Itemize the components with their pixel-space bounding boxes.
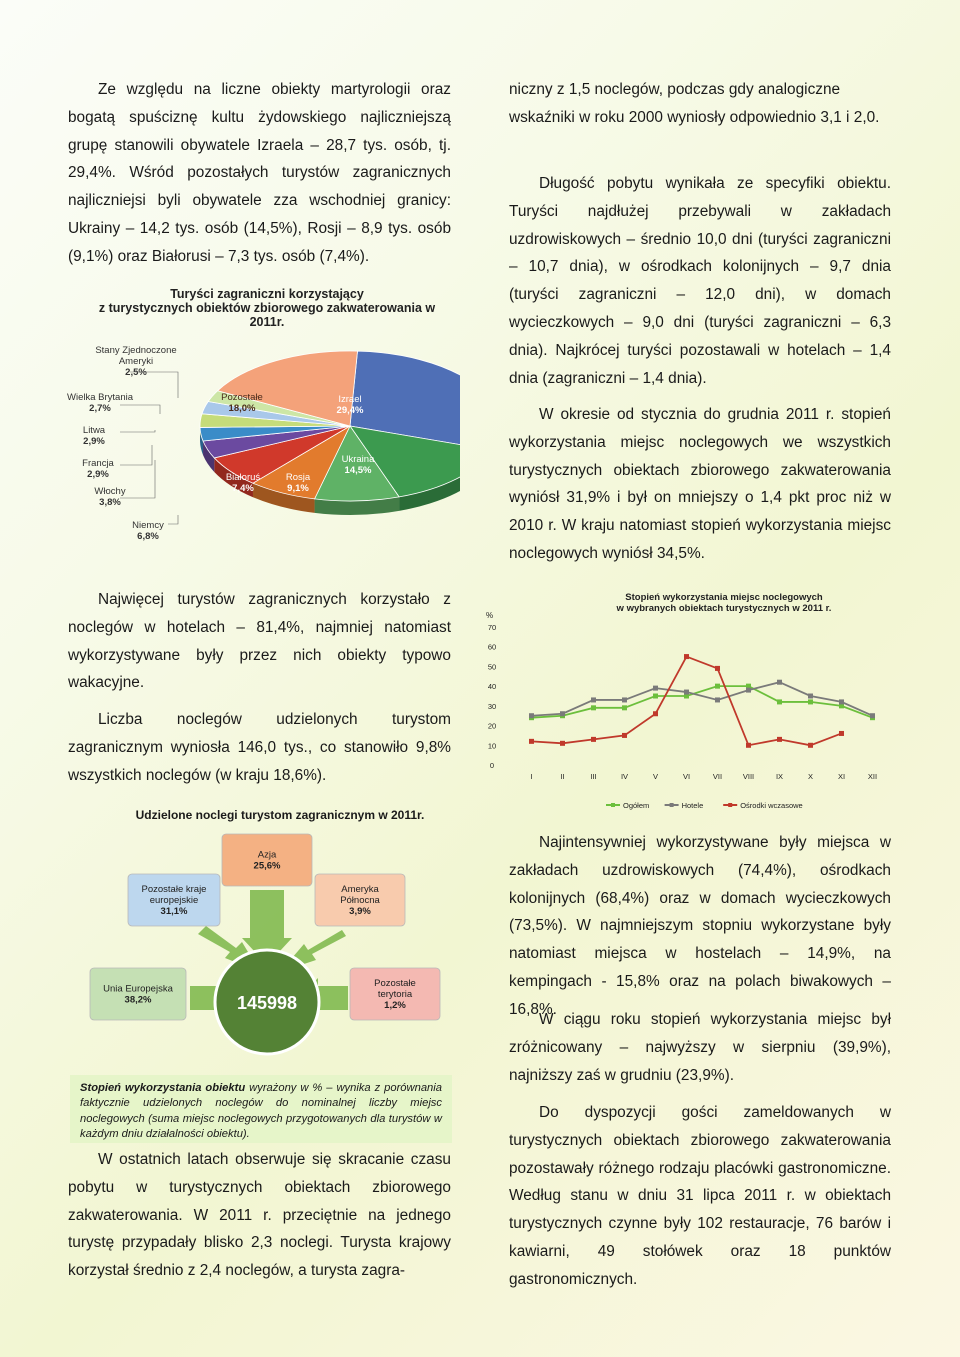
paragraph-zroznicowanie: W ciągu roku stopień wykorzystania miejsc był zróżnicowany – najwyższy w sierpniu (39,9%), najniższy zaś w grudniu (23,9%). bbox=[509, 1011, 891, 1084]
series-line-ośrodki-wczasowe bbox=[532, 657, 842, 746]
data-point bbox=[777, 680, 782, 685]
pie-leader-line bbox=[120, 430, 155, 432]
pie-leader-line bbox=[120, 405, 160, 414]
y-tick-label: 40 bbox=[487, 682, 497, 692]
y-tick-label: 10 bbox=[487, 741, 497, 751]
line-chart-ylabel: % bbox=[486, 611, 494, 620]
pie-label: Niemcy 6,8% bbox=[132, 520, 164, 542]
data-point bbox=[870, 713, 875, 718]
paragraph-liczba-noclegow: Liczba noclegów udzielonych turystom zagranicznym wyniosła 146,0 tys., co stanowiło 9,8% wszystkich noclegów (w kraju 18,6%). bbox=[68, 711, 451, 784]
x-tick-label: III bbox=[590, 772, 597, 781]
y-tick-label: 0 bbox=[489, 761, 495, 770]
y-tick-label: 70 bbox=[487, 623, 497, 632]
data-point bbox=[808, 694, 813, 699]
pie-label: Włochy 3,8% bbox=[94, 486, 126, 508]
data-point bbox=[529, 713, 534, 718]
legend-marker bbox=[728, 803, 732, 807]
data-point bbox=[684, 690, 689, 695]
line-chart-title-line1: Stopień wykorzystania miejsc noclegowych bbox=[625, 592, 823, 603]
pie-label: Stany Zjednoczone Ameryki 2,5% bbox=[95, 345, 177, 378]
diagram-center-value: 145998 bbox=[236, 993, 298, 1013]
diagram-node-label: Ameryka Północna 3,9% bbox=[340, 884, 380, 917]
x-tick-label: VIII bbox=[742, 772, 755, 781]
x-tick-label: XII bbox=[867, 772, 878, 781]
data-point bbox=[684, 654, 689, 659]
data-point bbox=[622, 697, 627, 702]
legend-label: Hotele bbox=[681, 801, 704, 810]
data-point bbox=[839, 699, 844, 704]
pie-label: Wielka Brytania 2,7% bbox=[67, 392, 133, 414]
pie-label: Białoruś 7,4% bbox=[225, 472, 261, 494]
x-tick-label: II bbox=[560, 772, 565, 781]
x-tick-label: V bbox=[652, 772, 659, 781]
data-point bbox=[560, 741, 565, 746]
diagram-node-label: Pozostałe kraje europejskie 31,1% bbox=[141, 884, 207, 917]
x-tick-label: X bbox=[807, 772, 814, 781]
pie-leader-line bbox=[168, 515, 178, 524]
data-point bbox=[746, 688, 751, 693]
paragraph-wskazniki: niczny z 1,5 noclegów, podczas gdy analogiczne wskaźniki w roku 2000 wyniosły odpowiednio 3,1 i 2,0. bbox=[509, 81, 880, 126]
paragraph-hotele: Najwięcej turystów zagranicznych korzystało z noclegów w hotelach – 81,4%, najmniej natomiast wykorzystywane były przez nich obiekty typowo wakacyjne. bbox=[68, 591, 451, 692]
paragraph-najintensywniej: Najintensywniej wykorzystywane były miejsca w zakładach uzdrowiskowych (74,4%), ośrodkach kolonijnych (68,4%) oraz w domach wycieczkowych (73,5%). W najmniejszym stopniu wykorzystane były natomiast miejsca w hostelach – 14,9%, na kempingach - 15,8% oraz na polach biwakowych – 16,8%. bbox=[509, 834, 891, 1018]
legend-marker bbox=[670, 803, 674, 807]
data-point bbox=[715, 697, 720, 702]
line-chart bbox=[478, 585, 898, 817]
legend-label: Ośrodki wczasowe bbox=[740, 801, 803, 810]
data-point bbox=[715, 666, 720, 671]
diagram-node-label: Azja 25,6% bbox=[253, 849, 281, 872]
diagram-title: Udzielone noclegi turystom zagranicznym w 2011r. bbox=[135, 808, 425, 822]
data-point bbox=[653, 711, 658, 716]
definition-box bbox=[70, 1075, 452, 1143]
y-tick-label: 50 bbox=[487, 662, 497, 672]
data-point bbox=[808, 743, 813, 748]
pie-chart bbox=[60, 280, 460, 555]
data-point bbox=[622, 705, 627, 710]
diagram-node-label: Unia Europejska 38,2% bbox=[103, 983, 173, 1006]
line-chart-title-line2: w wybranych obiektach turystycznych w 2011 r. bbox=[616, 603, 832, 614]
definition-text: wyrażony w % – wynika z porównania faktycznie udzielonych noclegów do nominalnej liczby miejsc noclegowych (suma miejsc noclegowych przygotowanych dla turystów w każdym dniu działalności obiektu). bbox=[80, 1082, 442, 1141]
legend-label: Ogółem bbox=[623, 801, 650, 810]
paragraph-dlugosc-pobytu: Długość pobytu wynikała ze specyfiki obiektu. Turyści najdłużej przebywali w zakładach uzdrowiskowych – średnio 10,0 dni (turyści zagraniczni – 10,7 dnia), w ośrodkach kolonijnych – 9,7 dnia (turyści zagraniczni – 12,0 dni), w domach wycieczkowych – 9,0 dni (turyści zagraniczni – 6,3 dnia). Najkrócej turyści pozostawali w hotelach – 1,4 dnia (zagraniczni – 1,4 dnia). bbox=[509, 175, 891, 387]
series-line-ogółem bbox=[532, 686, 873, 718]
x-tick-label: VII bbox=[712, 772, 723, 781]
radial-diagram bbox=[80, 830, 460, 1060]
pie-label: Pozostałe 18,0% bbox=[221, 392, 263, 414]
paragraph-wykorzystanie: W okresie od stycznia do grudnia 2011 r. stopień wykorzystania miejsc noclegowych we wszystkich turystycznych obiektach zbiorowego zakwaterowania wyniósł 31,9% i był on mniejszy o 1,4 pkt proc niż w 2010 r. W kraju natomiast stopień wykorzystania miejsc noclegowych wyniósł 34,5%. bbox=[509, 406, 891, 562]
x-tick-label: IV bbox=[620, 772, 629, 781]
legend-marker bbox=[611, 803, 615, 807]
x-tick-label: I bbox=[530, 772, 533, 781]
y-tick-label: 30 bbox=[487, 701, 497, 711]
data-point bbox=[777, 737, 782, 742]
y-tick-label: 60 bbox=[487, 642, 497, 652]
data-point bbox=[653, 694, 658, 699]
data-point bbox=[591, 737, 596, 742]
data-point bbox=[839, 731, 844, 736]
pie-leader-line bbox=[120, 445, 152, 465]
x-tick-label: XI bbox=[837, 772, 846, 781]
data-point bbox=[808, 699, 813, 704]
x-tick-label: IX bbox=[775, 772, 784, 781]
paragraph-gastronomia: Do dyspozycji gości zameldowanych w turystycznych obiektach zbiorowego zakwaterowania pozostawały różnego rodzaju placówki gastronomiczne. Według stanu w dniu 31 lipca 2011 r. w obiektach turystycznych czynne były 102 restauracje, 76 barów i kawiarni, 49 stołówek oraz 18 punktów gastronomicznych. bbox=[509, 1104, 891, 1288]
pie-label: Francja 2,9% bbox=[82, 458, 114, 480]
diagram-node-label: Pozostałe terytoria 1,2% bbox=[374, 978, 416, 1011]
pie-label: Ukraina 14,5% bbox=[341, 454, 375, 476]
y-tick-label: 20 bbox=[487, 721, 497, 731]
data-point bbox=[560, 711, 565, 716]
data-point bbox=[715, 684, 720, 689]
pie-label: Rosja 9,1% bbox=[285, 472, 311, 494]
pie-label: Litwa 2,9% bbox=[82, 425, 106, 447]
data-point bbox=[591, 697, 596, 702]
data-point bbox=[653, 686, 658, 691]
pie-chart-title: Turyści zagraniczni korzystający z turystycznych obiektów zbiorowego zakwaterowania w 2011r. bbox=[98, 287, 436, 329]
data-point bbox=[777, 699, 782, 704]
pie-label: Izrael 29,4% bbox=[336, 394, 364, 416]
paragraph-izrael: Ze względu na liczne obiekty martyrologii oraz bogatą spuściznę kultu żydowskiego najliczniejszą grupę stanowili obywatele Izraela – 28,7 tys. osób, tj. 29,4%. Wśród pozostałych turystów zagranicznych najliczniejsi byli obywatele zza wschodniej granicy: Ukrainy – 14,2 tys. osób (14,5%), Rosji – 8,9 tys. osób (9,1%) oraz Białorusi – 7,3 tys. osób (7,4%). bbox=[68, 81, 451, 265]
data-point bbox=[529, 739, 534, 744]
paragraph-skracanie: W ostatnich latach obserwuje się skracanie czasu pobytu w turystycznych obiektach zbiorowego zakwaterowania. W 2011 r. przeciętnie na jednego turystę przypadały blisko 2,3 noclegi. Turysta krajowy korzystał średnio z 2,4 noclegów, a turysta zagra- bbox=[68, 1151, 451, 1280]
data-point bbox=[622, 733, 627, 738]
x-tick-label: VI bbox=[682, 772, 691, 781]
data-point bbox=[746, 743, 751, 748]
data-point bbox=[591, 705, 596, 710]
definition-term: Stopień wykorzystania obiektu bbox=[80, 1082, 246, 1094]
